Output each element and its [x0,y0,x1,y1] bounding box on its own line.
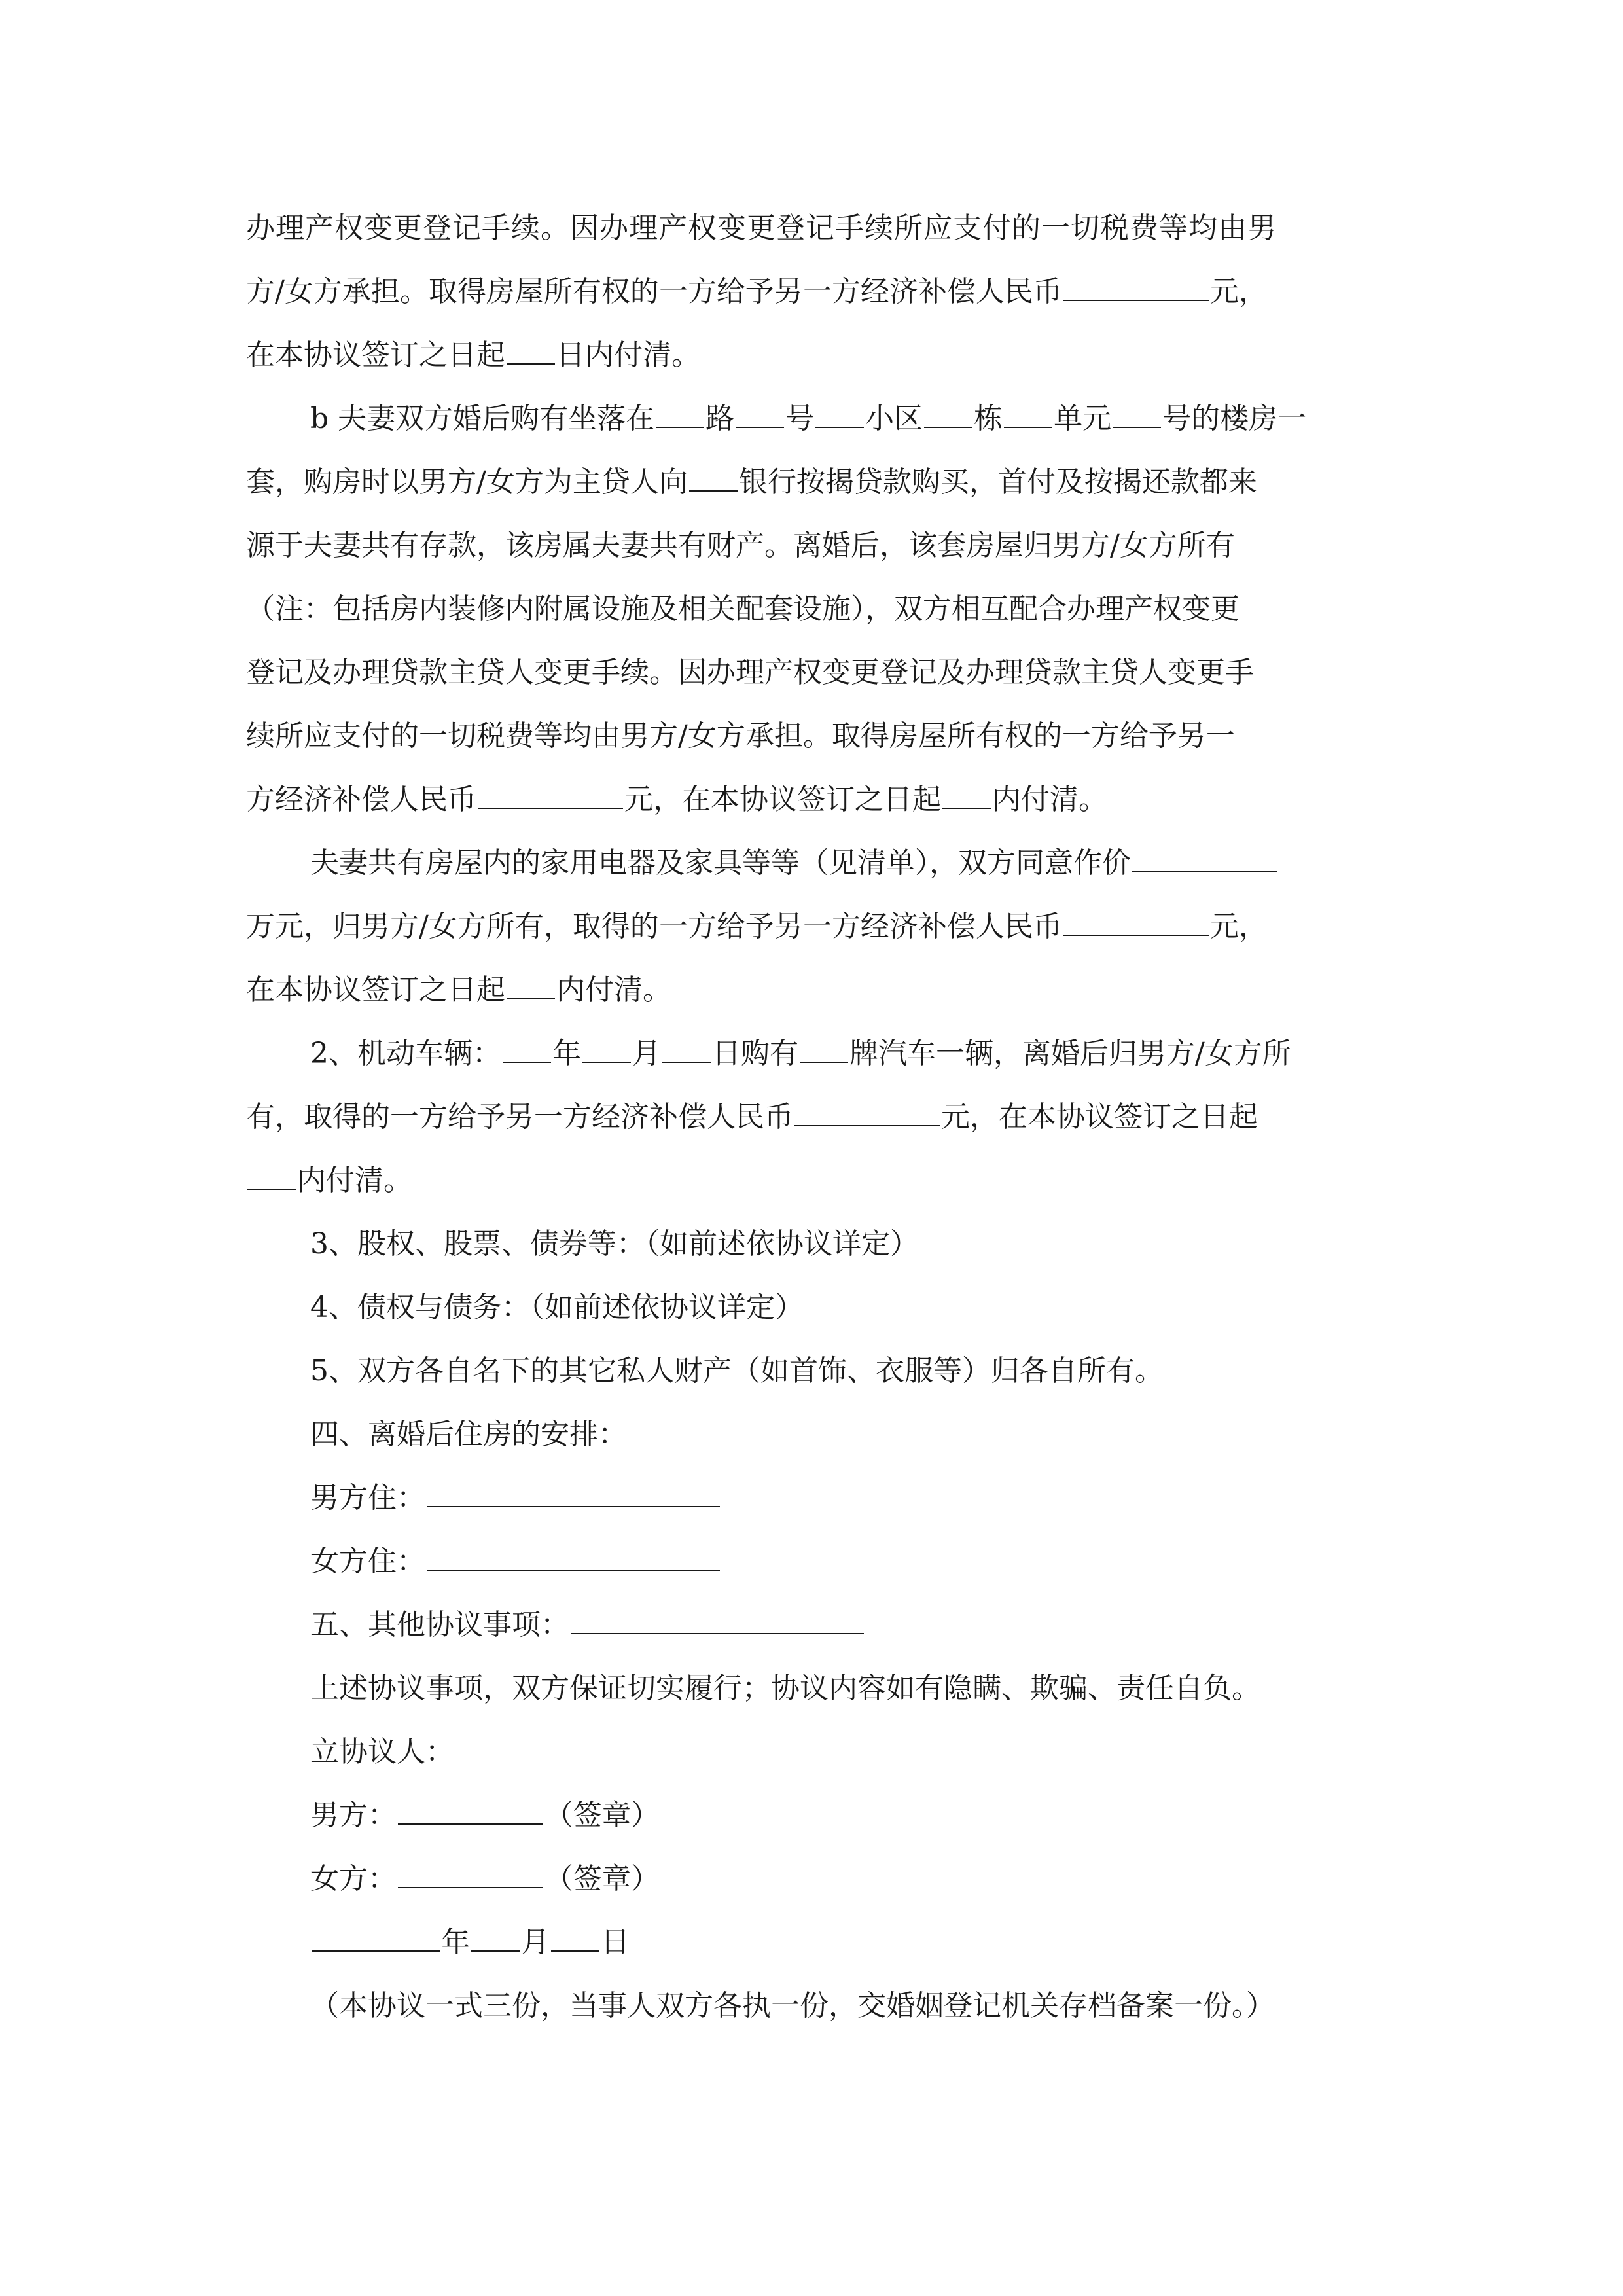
blank-field [1063,912,1209,936]
text-span: 男方： [310,1799,397,1832]
blank-field [815,404,864,428]
blank-field [582,1039,631,1063]
text-span: 套，购房时以男方/女方为主贷人向 [246,465,688,499]
text-span: 女方： [310,1862,397,1895]
text-line [246,895,1391,958]
blank-field [1004,404,1052,428]
text-span: 内付清。 [297,1164,412,1197]
text-span: 路 [705,402,735,435]
text-line [246,514,1391,577]
blank-field [800,1039,848,1063]
text-span: 栋 [974,402,1003,435]
text-span: 立协议人： [310,1735,454,1768]
blank-field [1132,849,1277,872]
text-span: 源于夫妻共有存款，该房属夫妻共有财产。离婚后，该套房屋归男方/女方所有 [246,529,1235,562]
blank-field [507,976,555,999]
male-residence-field [427,1484,720,1507]
text-span: 5、双方各自名下的其它私人财产（如首饰、衣服等）归各自所有。 [310,1354,1164,1388]
text-span: 牌汽车一辆，离婚后归男方/女方所 [849,1037,1291,1070]
text-span: 小区 [865,402,923,435]
blank-field [1113,404,1161,428]
text-span: 年 [441,1926,470,1959]
blank-field [503,1039,551,1063]
text-span: 日购有 [712,1037,798,1070]
blank-field [942,785,991,809]
text-span: 上述协议事项，双方保证切实履行；协议内容如有隐瞒、欺骗、责任自负。 [310,1672,1260,1705]
text-line [246,1530,1391,1593]
text-line [246,768,1391,831]
text-span: 续所应支付的一切税费等均由男方/女方承担。取得房屋所有权的一方给予另一 [246,719,1235,753]
text-line [246,1466,1391,1530]
text-span: 万元，归男方/女方所有，取得的一方给予另一方经济补偿人民币 [246,910,1062,943]
text-line [246,1085,1391,1149]
text-span: 在本协议签订之日起 [246,973,505,1007]
text-span: 日内付清。 [556,338,700,372]
text-span: 五、其他协议事项： [310,1608,569,1641]
blank-field [1063,278,1209,301]
day-field [551,1928,599,1952]
text-line [246,1720,1391,1784]
text-span: 办理产权变更登记手续。因办理产权变更登记手续所应支付的一切税费等均由男 [246,211,1277,245]
agreement-body [246,196,1391,2037]
text-span: 方/女方承担。取得房屋所有权的一方给予另一方经济补偿人民币 [246,275,1062,308]
text-span: 元，在本协议签订之日起 [624,783,941,816]
text-span: 夫妻共有房屋内的家用电器及家具等等（见清单），双方同意作价 [310,846,1131,880]
text-line [246,1339,1391,1403]
text-span: （本协议一式三份，当事人双方各执一份，交婚姻登记机关存档备案一份。） [310,1989,1275,2022]
text-span: 女方住： [310,1545,425,1578]
blank-field [507,341,555,365]
text-span: 月 [521,1926,550,1959]
male-signature-line [246,1784,1391,1847]
blank-field [478,785,623,809]
text-line [246,323,1391,387]
text-span: 方经济补偿人民币 [246,783,476,816]
blank-field [794,1103,940,1126]
text-line [246,450,1391,514]
section-heading [246,1593,1391,1657]
text-line [246,387,1391,450]
text-span: 单元 [1054,402,1112,435]
text-line [246,958,1391,1022]
text-span: 元， [1209,275,1268,308]
female-signature-line [246,1847,1391,1910]
text-line [246,1657,1391,1720]
text-line [246,704,1391,768]
month-field [471,1928,520,1952]
text-line [246,260,1391,323]
blank-field [924,404,972,428]
text-span: 号 [785,402,815,435]
text-span: 2、机动车辆： [310,1037,501,1070]
text-line [246,831,1391,895]
blank-field [247,1166,296,1190]
female-signature-field [398,1865,543,1888]
text-span: （注：包括房内装修内附属设施及相关配套设施），双方相互配合办理产权变更 [246,592,1240,626]
text-line [246,1022,1391,1085]
copies-note [246,1974,1391,2037]
text-span: 男方住： [310,1481,425,1515]
male-signature-field [398,1801,543,1825]
text-line [246,1276,1391,1339]
text-span: 号的楼房一 [1162,402,1307,435]
text-span: 元， [1209,910,1268,943]
blank-field [736,404,784,428]
other-matters-field [571,1611,864,1634]
text-span: 4、债权与债务：（如前述依协议详定） [310,1291,804,1324]
date-line [246,1910,1391,1974]
text-span: 登记及办理贷款主贷人变更手续。因办理产权变更登记及办理贷款主贷人变更手 [246,656,1254,689]
text-span: 四、离婚后住房的安排： [310,1418,627,1451]
text-span: b 夫妻双方婚后购有坐落在 [310,402,655,435]
section-heading [246,1403,1391,1466]
text-line [246,641,1391,704]
text-span: 银行按揭贷款购买，首付及按揭还款都来 [738,465,1257,499]
text-span: 内付清。 [992,783,1107,816]
female-residence-field [427,1547,720,1571]
text-span: 在本协议签订之日起 [246,338,505,372]
text-line [246,1212,1391,1276]
text-span: 元，在本协议签订之日起 [941,1100,1258,1134]
text-span: 日 [601,1926,630,1959]
blank-field [689,468,738,492]
text-span: （签章） [544,1799,660,1832]
text-span: 年 [552,1037,581,1070]
blank-field [656,404,704,428]
text-span: 月 [632,1037,661,1070]
text-line [246,196,1391,260]
text-span: 3、股权、股票、债券等：（如前述依协议详定） [310,1227,919,1261]
year-field [312,1928,440,1952]
text-span: 有，取得的一方给予另一方经济补偿人民币 [246,1100,793,1134]
text-line [246,1149,1391,1212]
text-span: 内付清。 [556,973,671,1007]
blank-field [662,1039,711,1063]
text-span: （签章） [544,1862,660,1895]
text-line [246,577,1391,641]
